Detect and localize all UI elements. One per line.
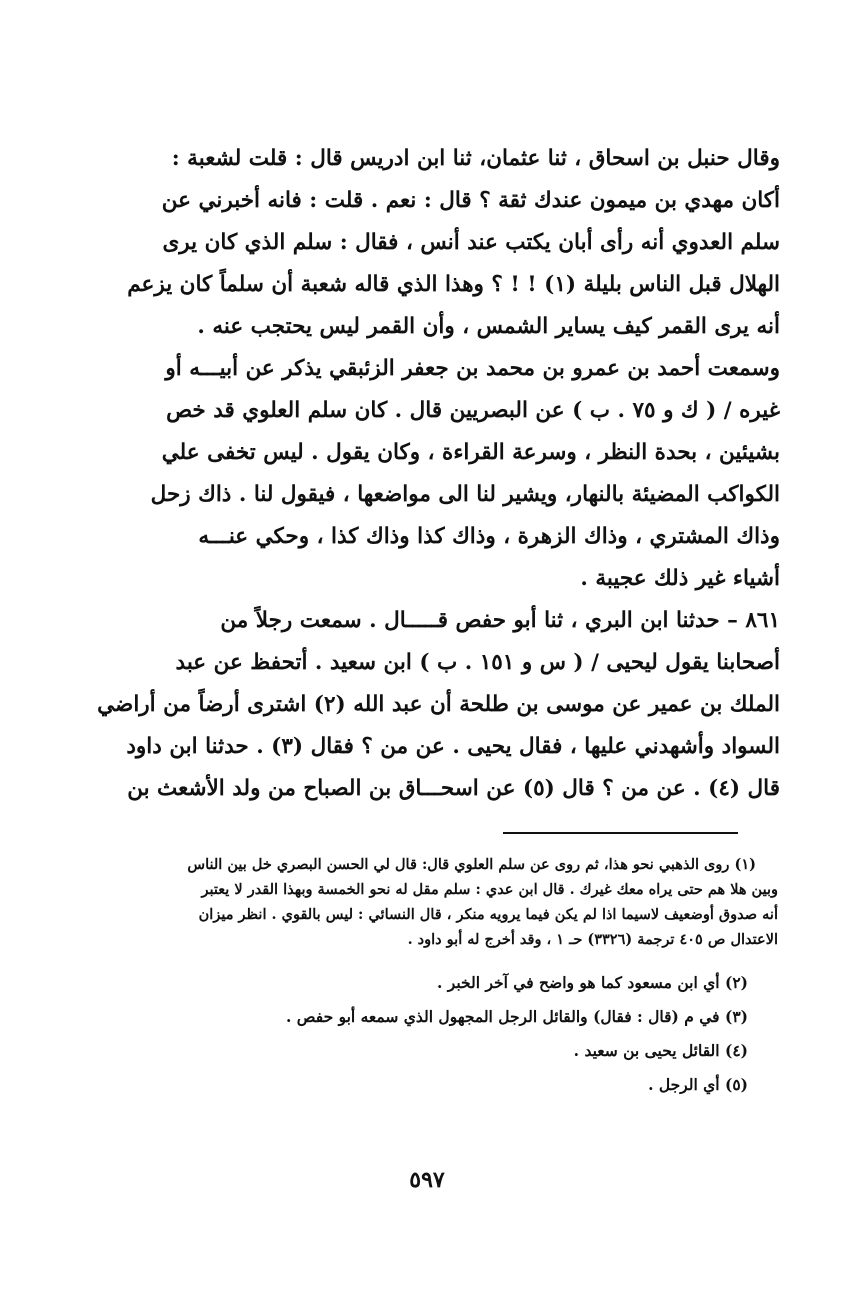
text-line: السواد وأشهدني عليها ، فقال يحيى . عن من ؟ فقال (٣) . حدثنا ابن داود [126,734,780,759]
text-line: الملك بن عمير عن موسى بن طلحة أن عبد الله (٢) اشترى أرضاً من أراضي [97,692,780,717]
text-line: وذاك المشتري ، وذاك الزهرة ، وذاك كذا وذاك كذا ، وحكي عنـــه [198,524,780,549]
text-line: قال (٤) . عن من ؟ قال (٥) عن اسحـــاق بن الصباح من ولد الأشعث بن [127,776,780,801]
footnotes [70,852,778,1102]
paragraph-2 [70,348,780,600]
page-number: ٥٩٧ [409,1167,445,1193]
footnote-line: الاعتدال ص ٤٠٥ ترجمة (٣٣٢٦) حـ ١ ، وقد أخرج له أبو داود . [407,931,778,948]
text-line: غيره / ( ك و ٧٥ . ب ) عن البصريين قال . كان سلم العلوي قد خص [166,398,780,423]
paragraph-1 [70,138,780,348]
text-line: أكان مهدي بن ميمون عندك ثقة ؟ قال : نعم . قلت : فانه أخبرني عن [161,188,780,213]
footnote-line: أنه صدوق أوضعيف لاسيما اذا لم يكن فيما يرويه منكر ، قال النسائي : ليس بالقوي . انظر ميزان [198,906,778,923]
footnote-2: (٢) أي ابن مسعود كما هو واضح في آخر الخبر . [437,973,748,992]
footnote-1 [70,852,778,952]
text-line: الكواكب المضيئة بالنهار، ويشير لنا الى مواضعها ، فيقول لنا . ذاك زحل [150,482,780,507]
footnote-3: (٣) في م (قال : فقال) والقائل الرجل المجهول الذي سمعه أبو حفص . [285,1007,748,1026]
paragraph-3 [70,600,780,810]
text-line: الهلال قبل الناس بليلة (١) ! ! ؟ وهذا الذي قاله شعبة أن سلماً كان يزعم [127,272,780,297]
text-line: أشياء غير ذلك عجيبة . [580,566,780,591]
text-line: وسمعت أحمد بن عمرو بن محمد بن جعفر الزئبقي يذكر عن أبيـــه أو [165,356,780,381]
text-line: ٨٦١ – حدثنا ابن البري ، ثنا أبو حفص قـــــال . سمعت رجلاً من [220,608,780,633]
footnote-4: (٤) القائل يحيى بن سعيد . [573,1041,748,1060]
text-line: وقال حنبل بن اسحاق ، ثنا عثمان، ثنا ابن ادريس قال : قلت لشعبة : [171,146,780,171]
footnote-5: (٥) أي الرجل . [648,1075,748,1094]
text-line: أنه يرى القمر كيف يساير الشمس ، وأن القمر ليس يحتجب عنه . [197,314,780,339]
text-line: سلم العدوي أنه رأى أبان يكتب عند أنس ، فقال : سلم الذي كان يرى [162,230,780,255]
footnote-line: وبين هلا هم حتى يراه معك غيرك . قال ابن عدي : سلم مقل له نحو الخمسة وبهذا القدر لا يعتبر [201,881,778,898]
footnote-separator [503,832,738,834]
text-line: بشيئين ، بحدة النظر ، وسرعة القراءة ، وكان يقول . ليس تخفى علي [161,440,780,465]
footnote-line: (١) روى الذهبي نحو هذا، ثم روى عن سلم العلوي قال: قال لي الحسن البصري خل بين الناس [187,856,756,873]
text-line: أصحابنا يقول ليحيى / ( س و ١٥١ . ب ) ابن سعيد . أتحفظ عن عبد [175,650,780,675]
